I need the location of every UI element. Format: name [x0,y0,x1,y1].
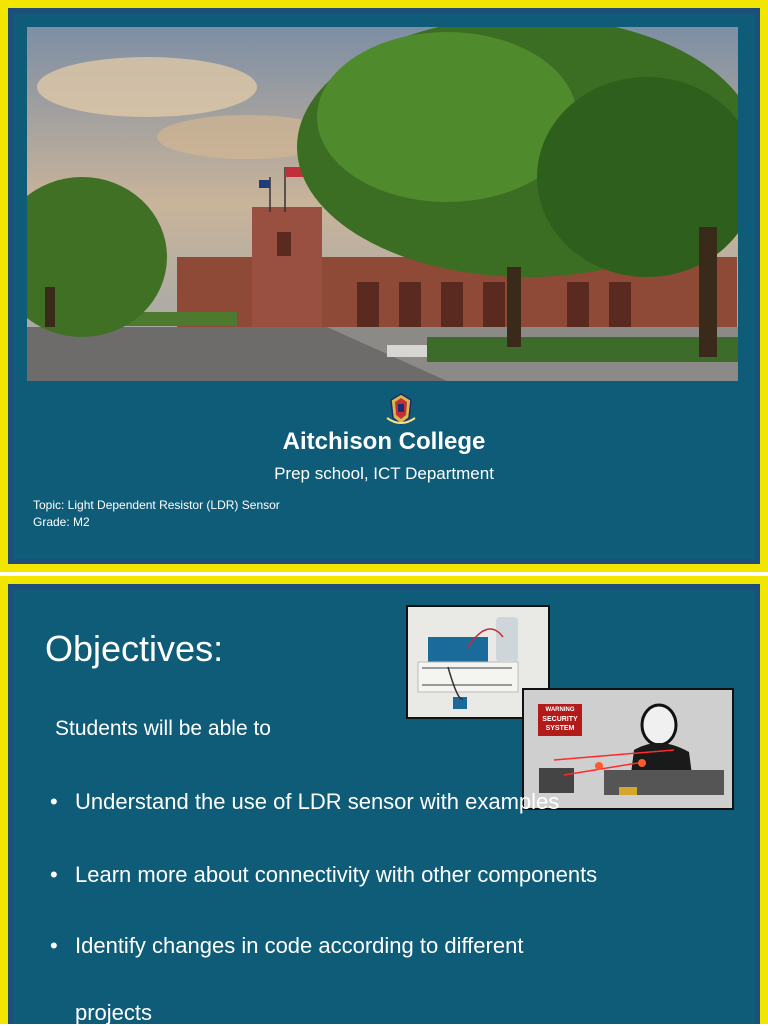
objectives-heading: Objectives: [45,628,224,669]
grade-text: Grade: M2 [33,515,90,529]
department-subtitle: Prep school, ICT Department [274,464,494,483]
warning-sign-line2: SECURITY [542,716,578,723]
warning-sign-line1: WARNING [545,707,575,713]
bullet-icon: • [50,862,58,887]
bullet-icon: • [50,789,58,814]
objectives-lead: Students will be able to [55,717,271,740]
college-name: Aitchison College [282,428,486,455]
topic-text: Topic: Light Dependent Resistor (LDR) Sensor [33,498,280,512]
bullet-icon: • [50,933,58,958]
warning-sign-line3: SYSTEM [545,725,575,732]
campus-photo [27,27,738,381]
college-crest-logo [381,388,421,428]
